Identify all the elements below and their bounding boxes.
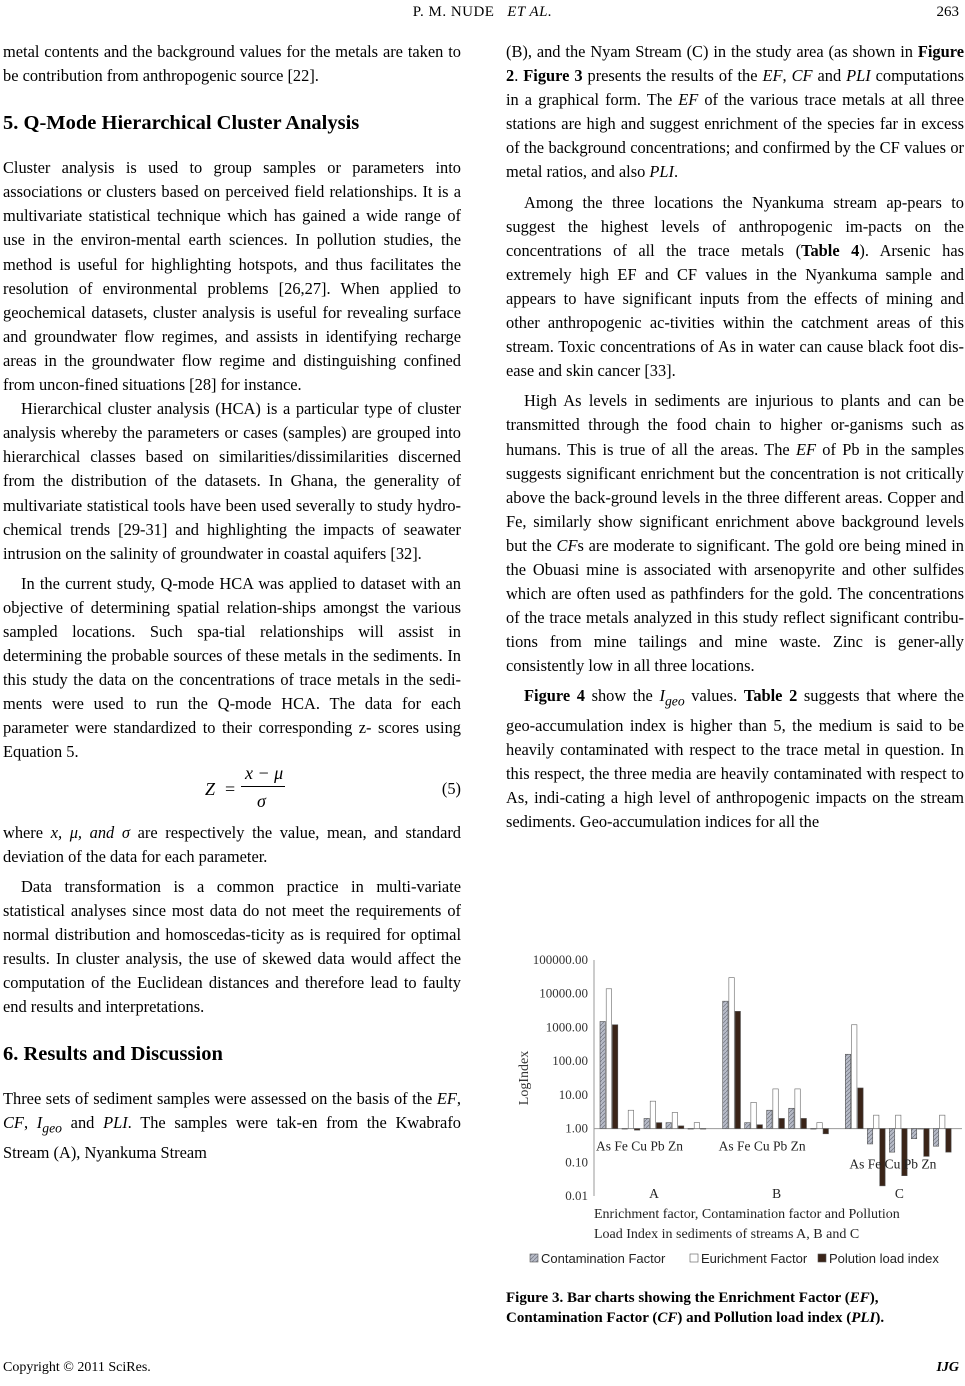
figure-3-chart	[506, 948, 964, 1278]
bar	[700, 1129, 705, 1130]
fraction-bar	[241, 786, 285, 787]
bar	[751, 1102, 756, 1128]
abbr-cf: CF	[3, 1113, 24, 1133]
abbr-pli: PLI	[649, 162, 674, 182]
paragraph	[506, 684, 964, 834]
bar	[600, 1021, 605, 1128]
y-tick-label: 100.00	[552, 1053, 588, 1069]
paragraph	[3, 821, 461, 869]
abbr-cf: CF	[791, 66, 813, 86]
abbr-pli: PLI	[103, 1113, 128, 1133]
metal-labels: As Fe Cu Pb Zn	[849, 1156, 937, 1172]
bar	[767, 1110, 772, 1128]
group-label: B	[772, 1186, 782, 1201]
text-span: .	[673, 162, 679, 182]
text-span: show the	[584, 686, 660, 706]
bar	[867, 1129, 872, 1144]
abbr-ef: EF	[795, 439, 816, 459]
abbr-igeo: I	[36, 1113, 43, 1133]
text-span: are respectively the value, mean, and standard deviation of the data for each parameter.	[3, 822, 462, 866]
bar	[789, 1108, 794, 1128]
bar	[606, 989, 611, 1129]
paragraph: Data transformation is a common practice in multi-variate statistical analyses since most data do not meet the requirements of normal distribution and homoscedas-ticity as is required for optimal results. In cluster analysis, the use of skewed data would affect the computation of the Euclidean distances and therefore lead to faulty end results and interpretations.	[3, 876, 461, 1017]
bar	[678, 1126, 683, 1129]
bar	[811, 1129, 816, 1130]
text-span: ).	[875, 1310, 885, 1326]
equation-number: (5)	[441, 778, 461, 798]
metal-labels: As Fe Cu Pb Zn	[596, 1138, 684, 1154]
paragraph: In the current study, Q-mode HCA was applied to dataset with an objective of determining spatial relation-ships amongst the various sampled locations. Such spa-tial relationships will assist in determining the probable sources of these metals in the sediments. In this study the data on the concentrations of trace metals in the sedi-ments were used to run the Q-mode HCA. The data for each parameter were standardized to their corresponding z- scores using Equation 5.	[3, 573, 461, 762]
bar	[845, 1054, 850, 1128]
ref-figure-3: Figure 3	[523, 66, 583, 86]
abbr-ef: EF	[678, 90, 699, 110]
abbr-igeo: I	[659, 686, 665, 706]
bar	[817, 1123, 822, 1129]
y-tick-label: 100000.00	[532, 952, 588, 967]
text-span: and	[61, 1113, 104, 1133]
text-span: s are moderate to significant. The gold ore being mined in the Obuasi mine is associated with arsenopyrite and other sulfides which are often used as pathfinders for the gold. The concentrations of the trace metals analyzed in this study reflect significant contribu-tions from mine tailings and mine waste. Zinc is gener-ally consistently low in all three locations.	[506, 535, 964, 676]
bar	[918, 1129, 923, 1130]
text-span: ,	[456, 1089, 461, 1109]
abbr-ef: EF	[762, 66, 783, 86]
text-span: ,	[782, 66, 792, 86]
x-axis-label: Load Index in sediments of streams A, B and C	[594, 1227, 860, 1242]
footer-copyright: Copyright © 2011 SciRes.	[3, 1360, 151, 1375]
bar	[735, 1011, 740, 1128]
bar	[656, 1123, 661, 1129]
text-span: of the various trace metals at all three stations are high and suggest enrichment of the species far in excess of the background concentrations; and confirmed by the CF values or metal ratios, and also	[506, 90, 964, 182]
group-label: A	[649, 1186, 659, 1201]
text-span: suggests that where the geo-accumulation index is higher than 5, the medium is said to be heavily contaminated with respect to the trace metal in question. In this respect, the three media are heavily contaminated with respect to As, indi-cating a high level of anthropogenic impacts on the stream sediments. Geo-accumulation indices for all the	[506, 686, 964, 832]
abbr-pli: PLI	[846, 66, 871, 86]
bar	[694, 1123, 699, 1129]
paragraph	[3, 1087, 461, 1165]
bar	[634, 1129, 639, 1131]
text-span: of Pb in the samples suggests significant enrichment but the concentration is not critically above the back-ground levels in the three different areas. Copper and Fe, similarly show significant enrichment above background levels but the	[506, 439, 964, 555]
abbr-ef: EF	[849, 1290, 870, 1306]
paragraph: metal contents and the background values for the metals are taken to be contribution from anthropogenic source [22].	[3, 42, 461, 86]
y-tick-label: 0.01	[565, 1188, 588, 1203]
y-tick-label: 1000.00	[545, 1019, 588, 1035]
bar	[801, 1118, 806, 1128]
abbr-cf: CF	[556, 535, 578, 555]
bar	[628, 1110, 633, 1128]
bar	[889, 1129, 894, 1153]
bar	[924, 1129, 929, 1157]
ref-table-4: Table 4	[801, 240, 860, 260]
paragraph: Hierarchical cluster analysis (HCA) is a particular type of cluster analysis whereby the parameters or cases (samples) are grouped into hierarchical classes based on similarities/dissimilarities discerned from the distribution of the datasets. In Ghana, the generality of multivariate statistical tools have been used severally to study hydro-chemical trends [29-31] and highlighting the impacts of seawater intrusion on the salinity of groundwater in coastal aquifers [32].	[3, 399, 461, 563]
bar	[823, 1129, 828, 1134]
text-span: ,	[23, 1113, 37, 1133]
paragraph	[506, 40, 964, 185]
paragraph	[506, 191, 964, 384]
bar	[933, 1129, 938, 1147]
ref-table-2: Table 2	[743, 686, 798, 706]
page-header	[0, 2, 965, 26]
text-span: Figure 3. Bar charts showing the Enrichment Factor (	[506, 1290, 850, 1306]
paragraph: Cluster analysis is used to group samples or parameters into associations or clusters based on perceived field relationships. It is a multivariate statistical technique which has gained a wide range of use in the environ-mental earth sciences. In pollution studies, the method is useful for highlighting hotspots, and thus facilitates the resolution of environmental problems [26,27]. When applied to geochemical datasets, cluster analysis is useful for revealing surface and groundwater flow regimes, and assists in identifying recharge areas in the groundwater flow regime and distinguishing confined from uncon-fined situations [28] for instance.	[3, 158, 461, 395]
equation-5	[3, 762, 461, 821]
abbr-cf: CF	[657, 1310, 678, 1326]
legend-entry: Contamination Factor	[541, 1251, 666, 1266]
bar	[745, 1123, 750, 1129]
running-head-author: P. M. NUDE	[412, 4, 495, 20]
abbr-pli: PLI	[851, 1310, 876, 1326]
bar	[757, 1125, 762, 1129]
legend-entry: Polution load index	[829, 1251, 939, 1266]
figure-3-caption	[506, 1288, 964, 1328]
bar	[650, 1101, 655, 1128]
bar	[795, 1089, 800, 1129]
legend-swatch	[690, 1254, 698, 1262]
text-span: Among the three locations the Nyankuma stream ap-pears to suggest the highest levels of anthropogenic im-pacts on the concentrations of all the trace metals (	[506, 192, 964, 260]
text-span: where	[3, 822, 51, 842]
bar	[773, 1089, 778, 1129]
bar	[672, 1112, 677, 1128]
bar	[896, 1115, 901, 1128]
equation-numerator: x − μ	[245, 762, 284, 783]
section-heading-6: 6. Results and Discussion	[3, 1043, 223, 1066]
bar	[779, 1118, 784, 1128]
x-axis-label: Enrichment factor, Contamination factor and Pollution	[594, 1207, 900, 1222]
text-span: Three sets of sediment samples were assessed on the basis of the	[3, 1089, 437, 1109]
bar	[612, 1025, 617, 1129]
text-span: and	[812, 66, 847, 86]
abbr-igeo-sub: geo	[664, 693, 685, 709]
text-span: (B), and the Nyam Stream (C) in the study area (as shown in	[506, 42, 918, 61]
bar	[852, 1025, 857, 1129]
text-span: High As levels in sediments are injurious to plants and can be transmitted through the food chain to higher or-ganisms such as humans. This is true of all the areas. The	[506, 391, 964, 459]
equation-equals: =	[225, 778, 236, 799]
text-span: ), Contamination Factor (	[506, 1290, 879, 1326]
ref-figure-2: Figure 2	[506, 42, 964, 86]
bar	[644, 1118, 649, 1128]
group-label: C	[894, 1186, 904, 1201]
y-tick-label: 1.00	[565, 1120, 588, 1136]
text-span: computations in a graphical form. The	[506, 66, 964, 110]
legend-swatch	[530, 1254, 538, 1262]
bar	[622, 1129, 627, 1130]
abbr-ef: EF	[436, 1089, 457, 1109]
legend-swatch	[818, 1254, 826, 1262]
bar	[911, 1129, 916, 1139]
running-head	[0, 4, 965, 21]
text-span: . The samples were tak-en from the Kwabrafo Stream (A), Nyankuma Stream	[3, 1113, 461, 1162]
y-tick-label: 10000.00	[539, 985, 588, 1001]
variables: x, μ, and σ	[50, 822, 130, 842]
bar	[874, 1115, 879, 1128]
running-head-etal: ET AL.	[507, 4, 553, 20]
ref-figure-4: Figure 4	[524, 686, 585, 706]
section-heading-5: 5. Q-Mode Hierarchical Cluster Analysis	[3, 112, 360, 135]
bar	[940, 1115, 945, 1128]
text-span: ) and Pollution load index (	[677, 1310, 852, 1326]
page-number: 263	[936, 4, 959, 20]
abbr-igeo-sub: geo	[42, 1120, 62, 1136]
footer-journal: IJG	[936, 1360, 959, 1375]
right-column	[506, 40, 964, 834]
equation-lhs: Z	[205, 778, 216, 799]
y-axis-label: LogIndex	[517, 1050, 532, 1106]
text-span: values.	[684, 686, 744, 706]
bar	[666, 1123, 671, 1129]
text-span: ). Arsenic has extremely high EF and CF values in the Nyankuma sample and appears to have significant inputs from the effects of mining and other anthropogenic ac-tivities within the catchment areas of this stream. Toxic concentrations of As in water can cause black foot dis-ease and skin cancer [33].	[506, 240, 964, 381]
y-tick-label: 0.10	[565, 1154, 588, 1170]
bar	[688, 1129, 693, 1130]
metal-labels: As Fe Cu Pb Zn	[718, 1138, 806, 1154]
legend-entry: Eurichment Factor	[701, 1251, 808, 1266]
bar	[723, 1001, 728, 1128]
y-tick-label: 10.00	[558, 1086, 588, 1102]
bar	[858, 1088, 863, 1129]
paragraph	[506, 389, 964, 678]
left-column	[3, 40, 461, 1165]
bar	[729, 978, 734, 1129]
bar	[946, 1129, 951, 1153]
text-span: .	[514, 66, 524, 86]
text-span: presents the results of the	[582, 66, 763, 86]
equation-denominator: σ	[257, 790, 266, 811]
